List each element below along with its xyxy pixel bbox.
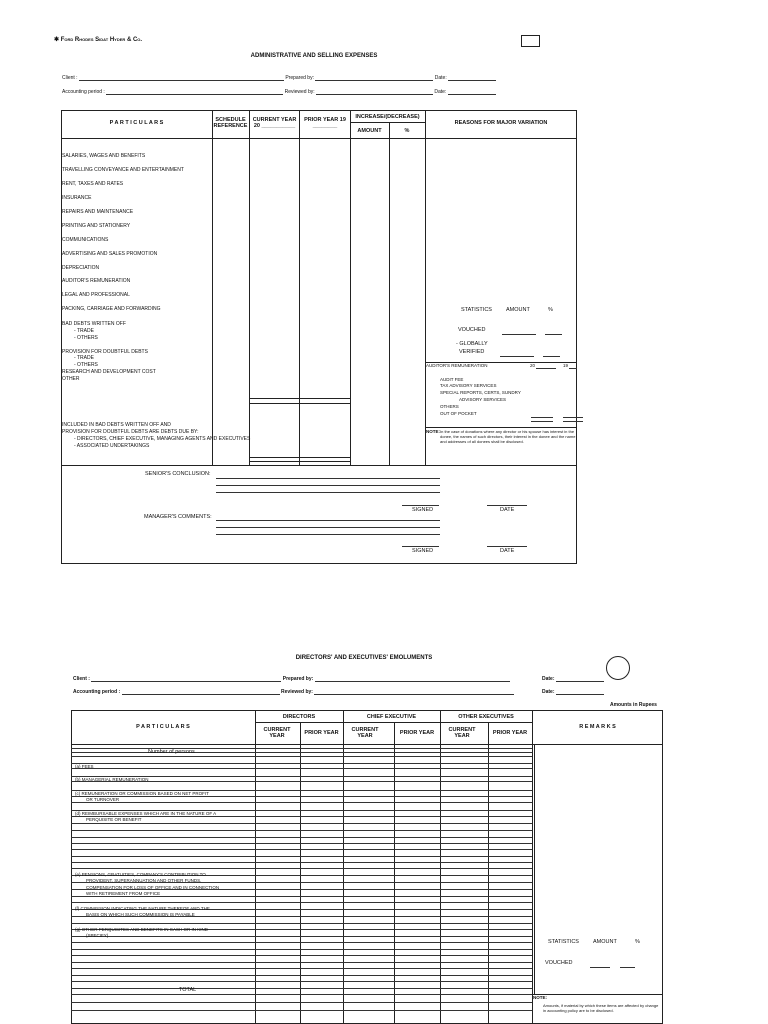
- expense-item: DEPRECIATION: [62, 265, 100, 271]
- grid-row-line: [71, 994, 532, 995]
- grid-row-line: [71, 802, 532, 803]
- aud-year-2: 19: [563, 363, 569, 368]
- expense-subitem: - TRADE: [74, 355, 94, 361]
- signed-label: SIGNED: [412, 507, 434, 513]
- aud-item: AUDIT FEE: [440, 377, 464, 382]
- expense-subitem: - OTHERS: [74, 362, 98, 368]
- emolument-item: PROVIDENT, SUPERANNUATION AND OTHER FUNDS,: [86, 878, 202, 883]
- auditor-remuneration: AUDITOR'S REMUNERATION: [426, 363, 488, 368]
- col-prior-ce: PRIOR YEAR: [399, 730, 435, 736]
- manager-comments-label: MANAGER'S COMMENTS:: [144, 514, 212, 520]
- client-label: Client :: [62, 75, 78, 81]
- grp-directors: DIRECTORS: [282, 714, 316, 720]
- date-label: Date:: [434, 89, 447, 95]
- col-reasons: REASONS FOR MAJOR VARIATION: [454, 120, 548, 126]
- form2-date-1: [542, 676, 604, 682]
- stat-pct: %: [548, 307, 553, 313]
- client-label: Client :: [73, 676, 90, 682]
- prepared-label: Prepared by:: [285, 75, 314, 81]
- col-amount: AMOUNT: [357, 128, 382, 134]
- col-schedule: SCHEDULE REFERENCE: [213, 117, 248, 130]
- stat-pct: %: [635, 939, 640, 945]
- vouched-label: VOUCHED: [458, 327, 486, 333]
- senior-conclusion-label: SENIOR'S CONCLUSION:: [145, 471, 211, 477]
- globally-label: - GLOBALLY: [456, 341, 488, 347]
- bad-debts-subitem: - ASSOCIATED UNDERTAKINGS: [74, 443, 150, 449]
- expense-item: PRINTING AND STATIONERY: [62, 223, 131, 229]
- grid-row-line: [71, 981, 532, 982]
- firm-header: [54, 36, 142, 43]
- grid-row-line: [71, 756, 532, 757]
- form1-client-row: [62, 75, 496, 81]
- prepared-field[interactable]: [315, 676, 510, 682]
- form2-period-row: [73, 689, 514, 695]
- aud-item: OUT OF POCKET: [440, 411, 477, 416]
- bad-debts-note: PROVISION FOR DOUBTFUL DEBTS ARE DEBTS DUE BY:: [62, 429, 199, 435]
- form1-title: ADMINISTRATIVE AND SELLING EXPENSES: [250, 53, 378, 59]
- grid-row-line: [71, 975, 532, 976]
- grid-row-line: [71, 748, 532, 749]
- emolument-item: PERQUISITE OR BENEFIT: [86, 817, 142, 822]
- date-field[interactable]: [556, 689, 604, 695]
- col-current: CURRENT YEAR 20 ___________: [252, 117, 297, 130]
- verified-label: VERIFIED: [459, 349, 485, 355]
- expense-item: COMMUNICATIONS: [62, 237, 109, 243]
- col-prior-oe: PRIOR YEAR: [492, 730, 528, 736]
- period-field[interactable]: [106, 89, 283, 95]
- emolument-item: (d) REIMBURSABLE EXPENSES WHICH ARE IN THE NATURE OF A: [75, 811, 217, 816]
- reference-box[interactable]: [521, 35, 540, 47]
- form1-table: [61, 110, 577, 564]
- grid-row-line: [71, 830, 532, 831]
- col-remarks: R E M A R K S: [579, 724, 616, 730]
- emolument-item: (SPECIFY): [86, 933, 109, 938]
- note-text: Amounts, if material by which these items are affected by change in accounting policy are to be disclosed.: [543, 1003, 659, 1014]
- aud-item: OTHERS: [440, 404, 459, 409]
- signed-label: SIGNED: [412, 548, 434, 554]
- col-particulars: P A R T I C U L A R S: [136, 724, 190, 730]
- period-label: Accounting period :: [62, 89, 105, 95]
- emolument-item: (g) OTHER PERQUISITES AND BENEFITS IN CASH OR IN KIND: [75, 927, 209, 932]
- grp-other-exec: OTHER EXECUTIVES: [458, 714, 514, 720]
- aud-item: ADVISORY SERVICES: [459, 397, 507, 402]
- expense-item: RENT, TAXES AND RATES: [62, 181, 124, 187]
- note-text: In the case of donations where any director or his spouse has interest in the donee, the names of such directors, their interest in the donee and the name and addresses of all donees shall be disclosed.: [440, 429, 576, 445]
- date-label: Date:: [542, 689, 555, 695]
- bad-debts-note: INCLUDED IN BAD DEBTS WRITTEN OFF AND: [62, 422, 171, 428]
- emolument-item: BASIS ON WHICH SUCH COMMISSION IS PAYABLE: [86, 912, 195, 917]
- prepared-field[interactable]: [315, 75, 433, 81]
- stat-label: STATISTICS: [461, 307, 492, 313]
- grid-row-line: [71, 862, 532, 863]
- emolument-item: OR TURNOVER: [86, 797, 120, 802]
- grid-row-line: [71, 763, 532, 764]
- col-pct: %: [404, 128, 410, 134]
- stat-label: STATISTICS: [548, 939, 579, 945]
- date-field[interactable]: [448, 89, 496, 95]
- date-label: DATE: [500, 507, 515, 513]
- expense-item: TRAVELLING CONVEYANCE AND ENTERTAINMENT: [62, 167, 184, 173]
- form2-date-2: [542, 689, 604, 695]
- stat-amount: AMOUNT: [506, 307, 530, 313]
- grid-row-line: [71, 942, 532, 943]
- col-current-oe: CURRENT YEAR: [448, 727, 476, 740]
- date-label: Date:: [434, 75, 447, 81]
- form1-period-row: [62, 89, 496, 95]
- grid-row-line: [71, 849, 532, 850]
- amounts-in-rupees: Amounts in Rupees: [610, 702, 657, 708]
- total-label: TOTAL: [179, 987, 197, 993]
- emolument-item: (c) REMUNERATION OR COMMISSION BASED ON NET PROFIT: [75, 791, 209, 796]
- stat-amount: AMOUNT: [593, 939, 617, 945]
- grid-row-line: [71, 923, 532, 924]
- grid-row-line: [71, 988, 532, 989]
- form2-client-row: [73, 676, 510, 682]
- prepared-label: Prepared by:: [282, 676, 314, 682]
- col-current-dir: CURRENT YEAR: [263, 727, 291, 740]
- col-incdec: INCREASE/(DECREASE): [355, 114, 420, 120]
- grid-row-line: [71, 837, 532, 838]
- stamp-circle: [606, 656, 630, 680]
- firm-name: Ford Rhodes Sidat Hyder & Co.: [60, 37, 143, 43]
- grid-row-line: [71, 902, 532, 903]
- emolument-item: COMPENSATION FOR LOSS OF OFFICE AND IN CONNECTION: [86, 885, 220, 890]
- col-prior-dir: PRIOR YEAR: [304, 730, 339, 736]
- expense-item: REPAIRS AND MAINTENANCE: [62, 209, 134, 215]
- grid-row-line: [71, 752, 532, 753]
- form2-title: DIRECTORS' AND EXECUTIVES' EMOLUMENTS: [295, 655, 433, 661]
- date-label: DATE: [500, 548, 515, 554]
- reviewed-field[interactable]: [314, 689, 514, 695]
- grid-row-line: [71, 843, 532, 844]
- col-particulars: P A R T I C U L A R S: [109, 120, 164, 126]
- expense-item: AUDITOR'S REMUNERATION: [62, 278, 131, 284]
- expense-item: SALARIES, WAGES AND BENEFITS: [62, 153, 146, 159]
- grid-row-line: [71, 962, 532, 963]
- client-field[interactable]: [91, 676, 281, 682]
- reviewed-label: Reviewed by:: [284, 89, 315, 95]
- grid-row-line: [71, 823, 532, 824]
- vouched-label: VOUCHED: [545, 960, 573, 966]
- note-label: NOTE:: [533, 995, 547, 1000]
- date-field[interactable]: [556, 676, 604, 682]
- num-persons: Number of persons: [148, 749, 195, 755]
- expense-item: PACKING, CARRIAGE AND FORWARDING: [62, 306, 161, 312]
- grid-row-line: [71, 955, 532, 956]
- bad-debts-subitem: - DIRECTORS, CHIEF EXECUTIVE, MANAGING AGENTS AND EXECUTIVES: [74, 436, 251, 442]
- expense-subitem: - TRADE: [74, 328, 94, 334]
- grid-row-line: [71, 856, 532, 857]
- date-field[interactable]: [448, 75, 496, 81]
- expense-item: ADVERTISING AND SALES PROMOTION: [62, 251, 158, 257]
- firm-logo-icon: ✱: [54, 37, 60, 43]
- grid-row-line: [71, 1010, 532, 1011]
- expense-item: INSURANCE: [62, 195, 92, 201]
- expense-item: BAD DEBTS WRITTEN OFF: [62, 321, 126, 327]
- expense-item: PROVISION FOR DOUBTFUL DEBTS: [62, 349, 148, 355]
- col-current-ce: CURRENT YEAR: [351, 727, 379, 740]
- emolument-item: (f) COMMISSION INDICATING THE NATURE THEREOF AND THE: [75, 906, 210, 911]
- date-label: Date:: [542, 676, 555, 682]
- grid-row-line: [71, 949, 532, 950]
- expense-subitem: - OTHERS: [74, 335, 98, 341]
- reviewed-field[interactable]: [316, 89, 433, 95]
- aud-item: TAX ADVISORY SERVICES: [440, 383, 497, 388]
- aud-year-1: 20: [530, 363, 536, 368]
- grp-chief-exec: CHIEF EXECUTIVE: [366, 714, 417, 720]
- expense-item: LEGAL AND PROFESSIONAL: [62, 292, 130, 298]
- emolument-item: (e) PENSIONS, GRATUITIES, COMPANY'S CONTRIBUTION TO: [75, 872, 206, 877]
- emolument-item: (b) MANAGERIAL REMUNERATION: [75, 777, 149, 782]
- period-label: Accounting period :: [73, 689, 121, 695]
- aud-item: SPECIAL REPORTS, CERTS, SUNDRY: [440, 390, 521, 395]
- expense-item: OTHER: [62, 376, 80, 382]
- expense-item: RESEARCH AND DEVELOPMENT COST: [62, 369, 156, 375]
- reviewed-label: Reviewed by:: [281, 689, 313, 695]
- period-field[interactable]: [122, 689, 280, 695]
- client-field[interactable]: [79, 75, 284, 81]
- grid-row-line: [71, 968, 532, 969]
- emolument-item: WITH RETIREMENT FROM OFFICE: [86, 891, 161, 896]
- grid-row-line: [71, 868, 532, 869]
- note-label: NOTE:: [426, 429, 440, 434]
- form2-table: [71, 710, 663, 1024]
- grid-row-line: [71, 1002, 532, 1003]
- emolument-item: (a) FEES: [75, 764, 94, 769]
- col-prior: PRIOR YEAR 19 ________: [304, 117, 346, 130]
- grid-row-line: [71, 768, 532, 769]
